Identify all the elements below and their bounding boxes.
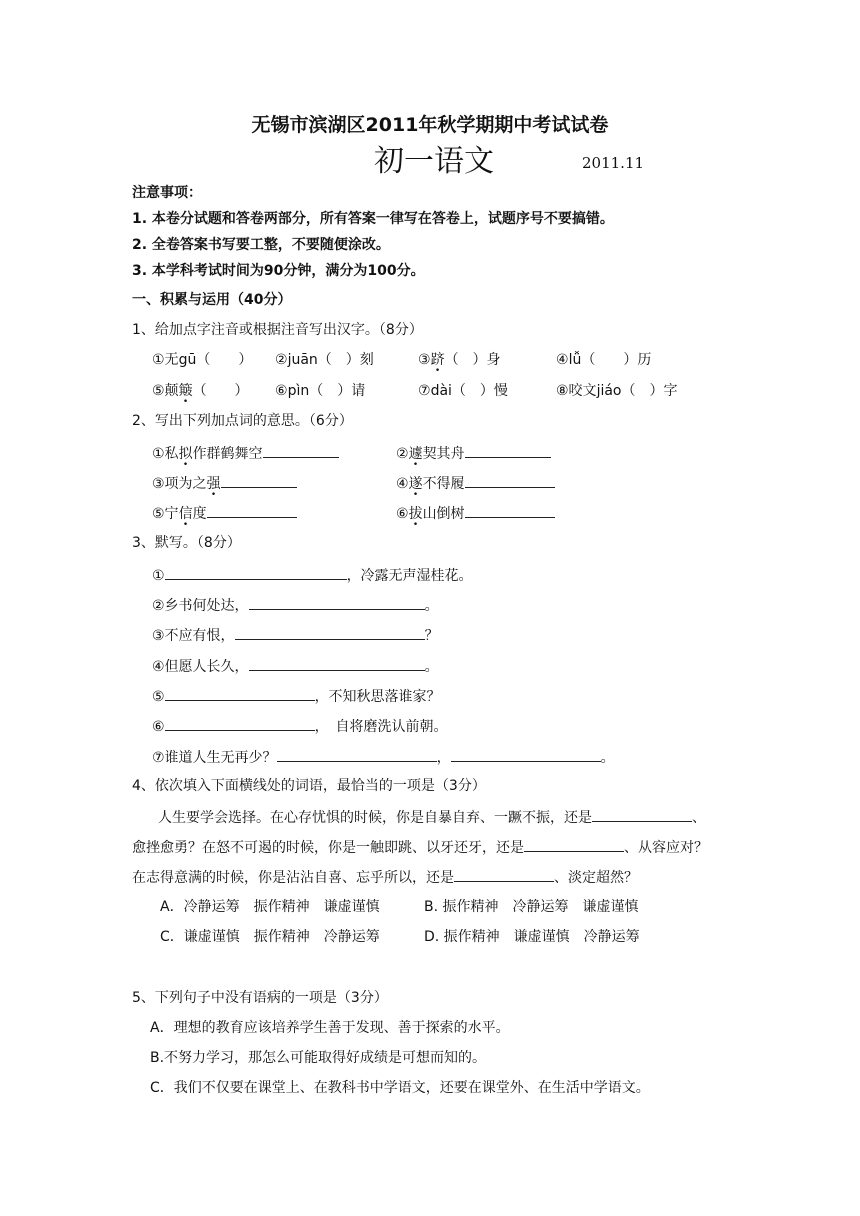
q1-item: ④lǚ（ ）历 — [556, 352, 652, 368]
q1-item: ⑦dài（ ）慢 — [418, 383, 508, 399]
q2-item: ②遽契其舟 — [396, 443, 551, 463]
notes-heading: 注意事项： — [132, 185, 202, 201]
exam-title: 无锡市滨湖区2011年秋学期期中考试试卷 — [251, 114, 609, 136]
q1-item: ⑤颠簸（ ） — [152, 383, 249, 399]
note-item: 2. 全卷答案书写要工整，不要随便涂改。 — [132, 237, 390, 253]
q3-line: ②乡书何处达， 。 — [152, 595, 439, 615]
q5-option: C．我们不仅要在课堂上、在教科书中学语文，还要在课堂外、在生活中学语文。 — [150, 1080, 650, 1096]
q1-item: ③跻（ ）身 — [418, 352, 501, 368]
q2-item: ③项为之强 — [152, 473, 297, 493]
q1-item: ②juān（ ）刻 — [275, 352, 374, 368]
q2-item: ⑤宁信度 — [152, 503, 297, 523]
q4-paragraph: 在志得意满的时候，你是沾沾自喜、忘乎所以，还是 、淡定超然？ — [132, 867, 638, 887]
q5-option: A．理想的教育应该培养学生善于发现、善于探索的水平。 — [150, 1020, 510, 1036]
q2-item: ④遂不得履 — [396, 473, 555, 493]
q1-item: ⑥pìn（ ）请 — [275, 383, 366, 399]
question-stem: 1、给加点字注音或根据注音写出汉字。（8分） — [132, 322, 423, 338]
exam-subject: 初一语文 — [374, 144, 494, 179]
note-item: 3. 本学科考试时间为90分钟，满分为100分。 — [132, 263, 425, 279]
q3-line: ⑦谁道人生无再少？ ， 。 — [152, 747, 615, 767]
q1-item: ⑧咬文jiáo（ ）字 — [556, 383, 678, 399]
q5-option: B.不努力学习，那怎么可能取得好成绩是可想而知的。 — [150, 1050, 487, 1066]
q1-item: ①无gū（ ） — [152, 352, 253, 368]
q2-item: ①私拟作群鹤舞空 — [152, 443, 339, 463]
question-stem: 3、默写。（8分） — [132, 535, 241, 551]
q3-line: ⑤ ，不知秋思落谁家？ — [152, 686, 441, 706]
q3-line: ③不应有恨， ？ — [152, 625, 439, 645]
q4-paragraph: 愈挫愈勇？在怒不可遏的时候，你是一触即跳、以牙还牙，还是 、从容应对？ — [132, 837, 708, 857]
q3-line: ④但愿人长久， 。 — [152, 656, 439, 676]
q3-line: ⑥ ， 自将磨洗认前朝。 — [152, 716, 448, 736]
q4-option: D. 振作精神 谦虚谨慎 冷静运筹 — [424, 929, 640, 945]
q4-option: B. 振作精神 冷静运筹 谦虚谨慎 — [424, 899, 639, 915]
question-stem: 5、下列句子中没有语病的一项是（3分） — [132, 990, 388, 1006]
question-stem: 2、写出下列加点词的意思。（6分） — [132, 413, 353, 429]
q4-option: A．冷静运筹 振作精神 谦虚谨慎 — [160, 899, 380, 915]
exam-date: 2011.11 — [582, 154, 645, 172]
note-item: 1. 本卷分试题和答卷两部分，所有答案一律写在答卷上，试题序号不要搞错。 — [132, 211, 614, 227]
question-stem: 4、依次填入下面横线处的词语，最恰当的一项是（3分） — [132, 778, 486, 794]
q3-line: ① ，冷露无声湿桂花。 — [152, 565, 473, 585]
q4-paragraph: 人生要学会选择。在心存忧惧的时候，你是自暴自弃、一蹶不振，还是 、 — [158, 807, 706, 827]
q4-option: C．谦虚谨慎 振作精神 冷静运筹 — [160, 929, 380, 945]
section-heading: 一、积累与运用（40分） — [132, 292, 292, 308]
q2-item: ⑥拔山倒树 — [396, 503, 555, 523]
